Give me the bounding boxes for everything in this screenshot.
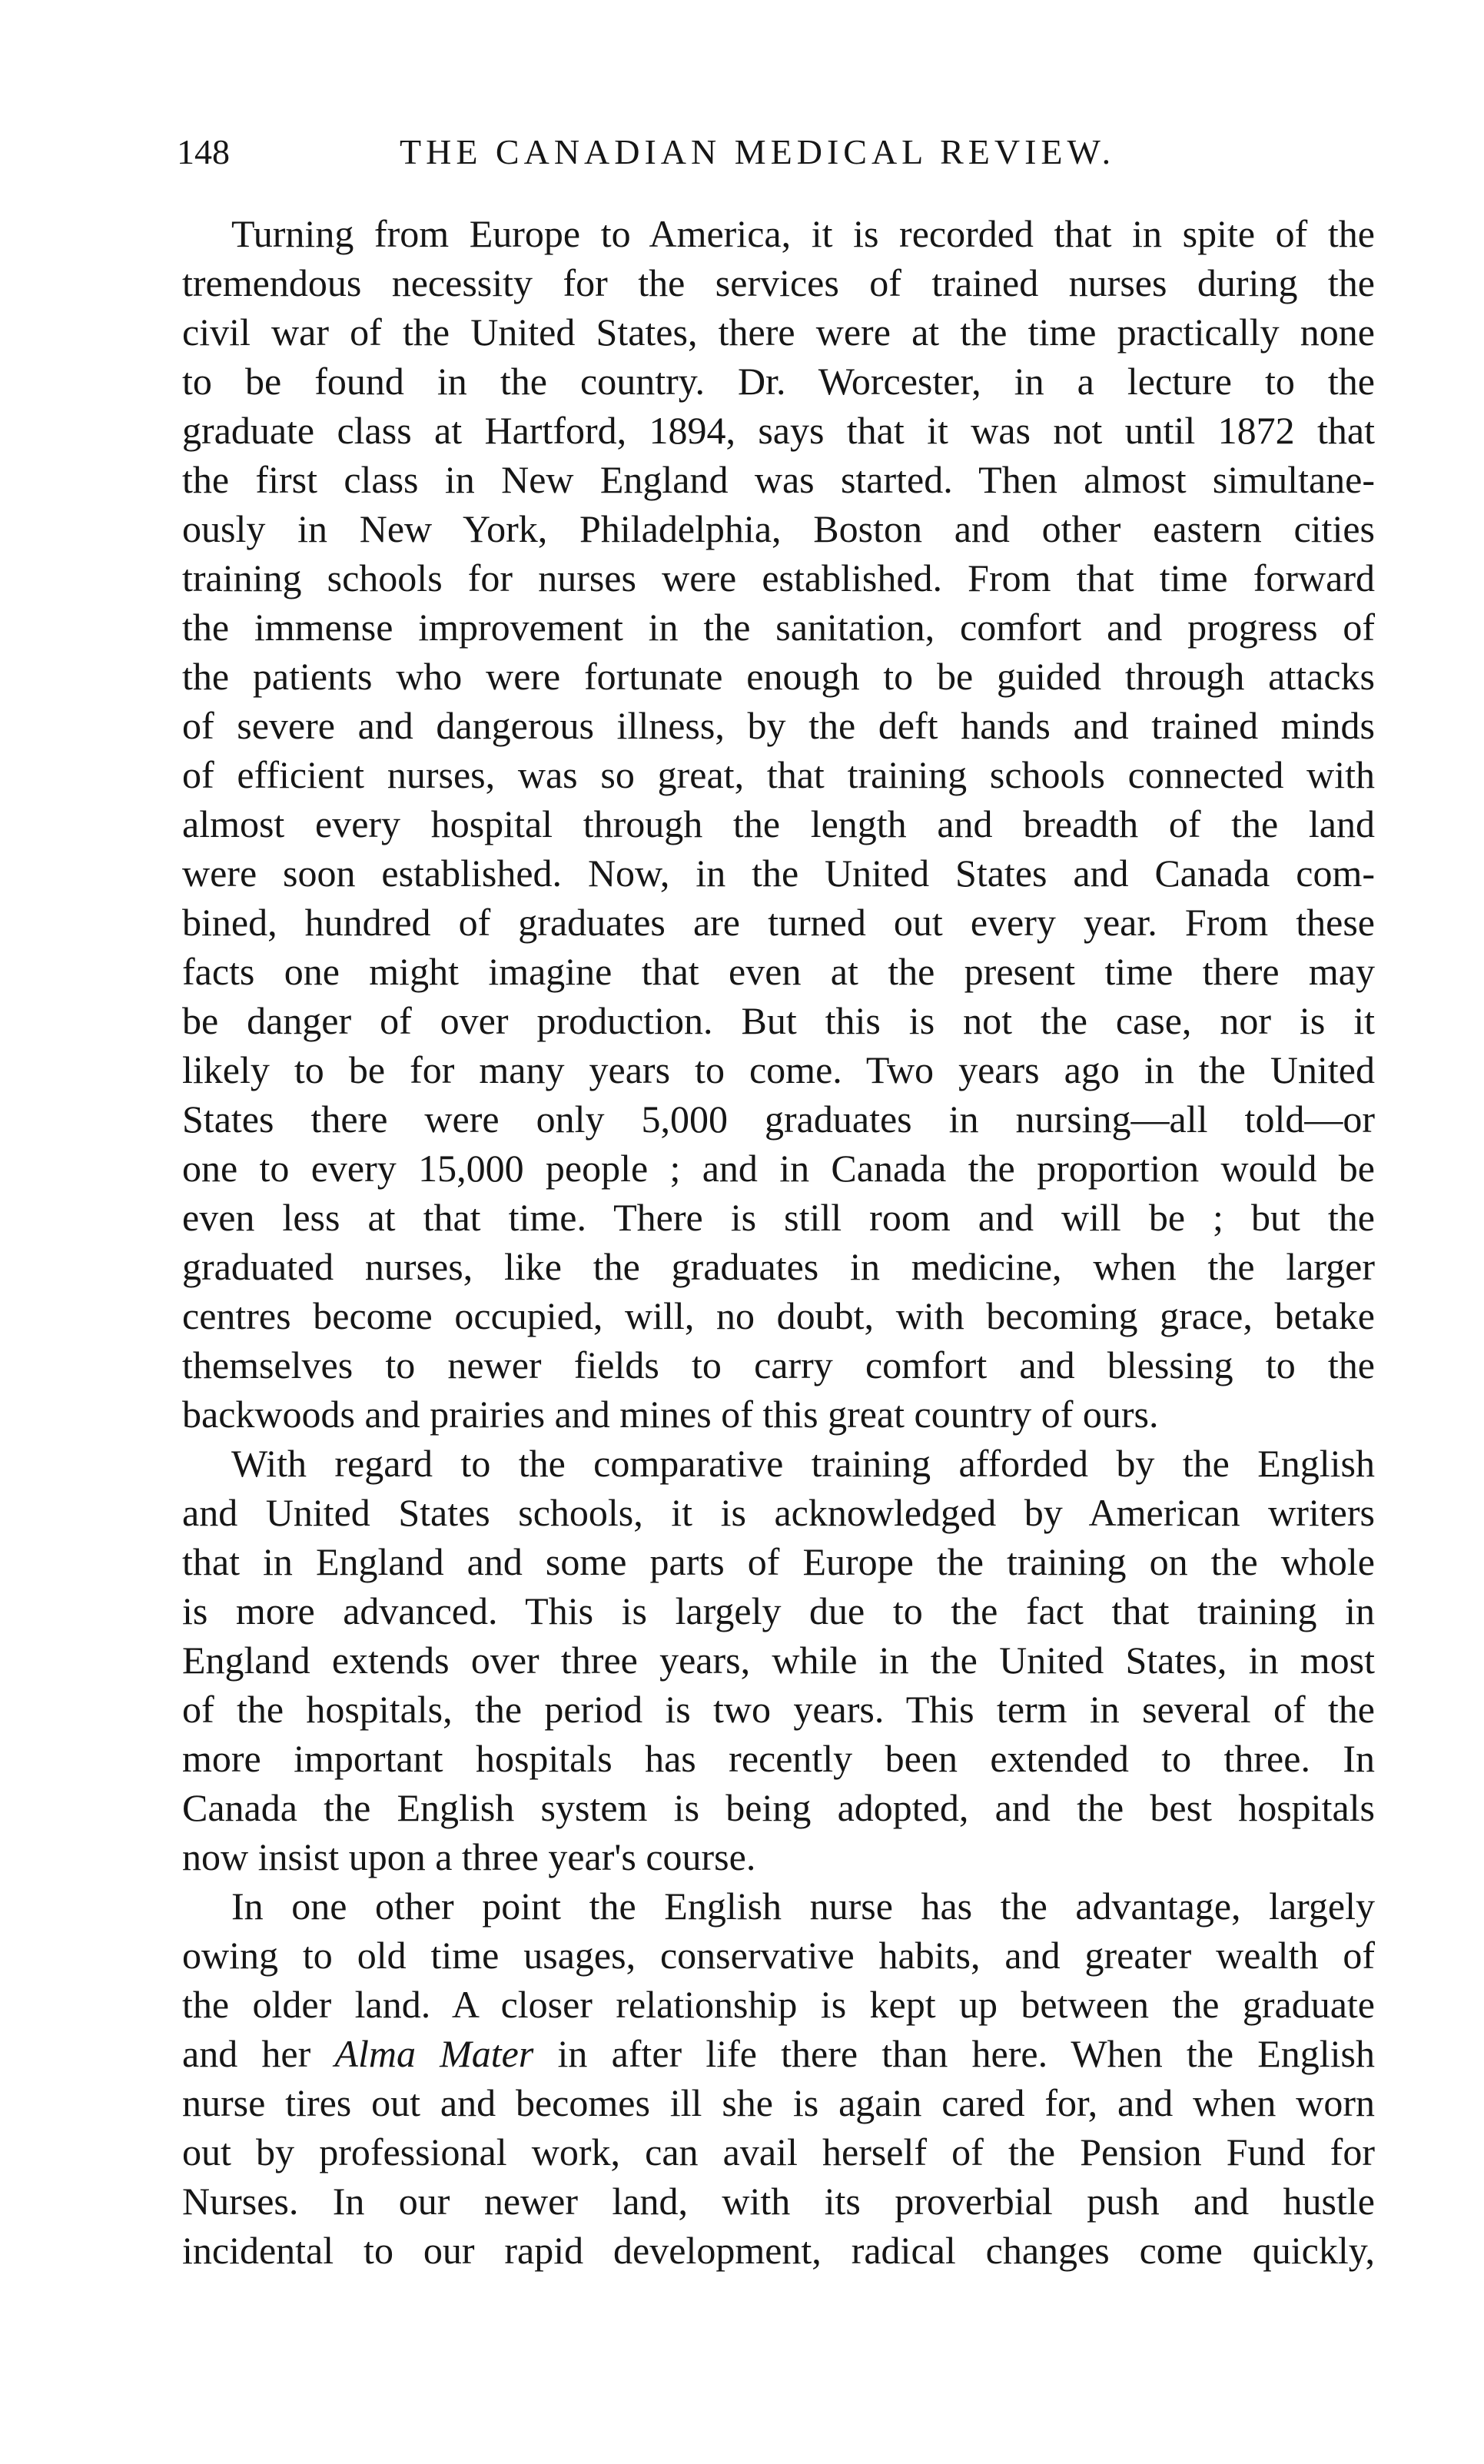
body-text [182, 209, 1375, 2275]
text-line: States there were only 5,000 graduates in nursing—all told—or [182, 1098, 1375, 1141]
text-line: even less at that time. There is still room and will be ; but the [182, 1196, 1375, 1239]
text-line: more important hospitals has recently been extended to three. In [182, 1737, 1375, 1780]
text-line: out by professional work, can avail herself of the Pension Fund for [182, 2130, 1375, 2173]
text-line: now insist upon a three year's course. [182, 1835, 756, 1878]
text-line: of efficient nurses, was so great, that training schools connected with [182, 753, 1375, 796]
text-line: to be found in the country. Dr. Worcester, in a lecture to the [182, 360, 1375, 403]
text-line: the older land. A closer relationship is kept up between the graduate [182, 1983, 1375, 2026]
text-line: themselves to newer fields to carry comfort and blessing to the [182, 1343, 1375, 1386]
text-line: Turning from Europe to America, it is recorded that in spite of the [231, 212, 1375, 255]
italic-phrase: Alma Mater [334, 2032, 534, 2075]
text-line: is more advanced. This is largely due to the fact that training in [182, 1589, 1375, 1632]
line-start: and her [182, 2032, 335, 2075]
text-line: likely to be for many years to come. Two years ago in the United [182, 1048, 1375, 1091]
text-line: civil war of the United States, there were at the time practically none [182, 310, 1375, 354]
text-line: bined, hundred of graduates are turned out every year. From these [182, 901, 1375, 944]
text-line: backwoods and prairies and mines of this great country of ours. [182, 1393, 1159, 1436]
text-line: almost every hospital through the length and breadth of the land [182, 802, 1375, 845]
running-head [177, 129, 1376, 183]
text-line: one to every 15,000 people ; and in Canada the proportion would be [182, 1147, 1375, 1190]
text-line: incidental to our rapid development, radical changes come quickly, [182, 2229, 1375, 2272]
text-line: the patients who were fortunate enough to be guided through attacks [182, 655, 1375, 698]
text-line: nurse tires out and becomes ill she is again cared for, and when worn [182, 2081, 1375, 2124]
text-line: were soon established. Now, in the United States and Canada com- [182, 852, 1375, 895]
journal-title: THE CANADIAN MEDICAL REVIEW. [400, 132, 1116, 171]
text-line: With regard to the comparative training afforded by the English [231, 1442, 1375, 1485]
paragraph-3 [182, 1881, 1375, 2275]
line-end: in after life there than here. When the English [533, 2032, 1375, 2075]
text-line: Nurses. In our newer land, with its proverbial push and hustle [182, 2180, 1375, 2223]
text-line: of severe and dangerous illness, by the deft hands and trained minds [182, 704, 1375, 747]
text-line: that in England and some parts of Europe the training on the whole [182, 1540, 1375, 1583]
text-line: owing to old time usages, conservative habits, and greater wealth of [182, 1934, 1375, 1977]
text-line: facts one might imagine that even at the present time there may [182, 950, 1375, 993]
text-line: the first class in New England was started. Then almost simultane- [182, 458, 1375, 501]
text-line: graduate class at Hartford, 1894, says that it was not until 1872 that [182, 409, 1375, 452]
paragraph-2 [182, 1439, 1375, 1881]
text-line: Canada the English system is being adopted, and the best hospitals [182, 1786, 1375, 1829]
text-line: training schools for nurses were established. From that time forward [182, 556, 1375, 599]
text-line: the immense improvement in the sanitation, comfort and progress of [182, 606, 1375, 649]
text-line-with-italic [182, 2029, 1375, 2078]
text-line: centres become occupied, will, no doubt, with becoming grace, betake [182, 1294, 1375, 1337]
text-line: of the hospitals, the period is two years. This term in several of the [182, 1688, 1375, 1731]
text-line: tremendous necessity for the services of trained nurses during the [182, 261, 1375, 304]
paragraph-1 [182, 209, 1375, 1439]
text-line: In one other point the English nurse has the advantage, largely [231, 1885, 1375, 1928]
text-line: ously in New York, Philadelphia, Boston and other eastern cities [182, 507, 1375, 550]
text-line: graduated nurses, like the graduates in medicine, when the larger [182, 1245, 1375, 1288]
text-line: be danger of over production. But this is not the case, nor is it [182, 999, 1375, 1042]
page-number: 148 [177, 132, 230, 171]
text-line: England extends over three years, while in the United States, in most [182, 1639, 1375, 1682]
text-line: and United States schools, it is acknowledged by American writers [182, 1491, 1375, 1534]
